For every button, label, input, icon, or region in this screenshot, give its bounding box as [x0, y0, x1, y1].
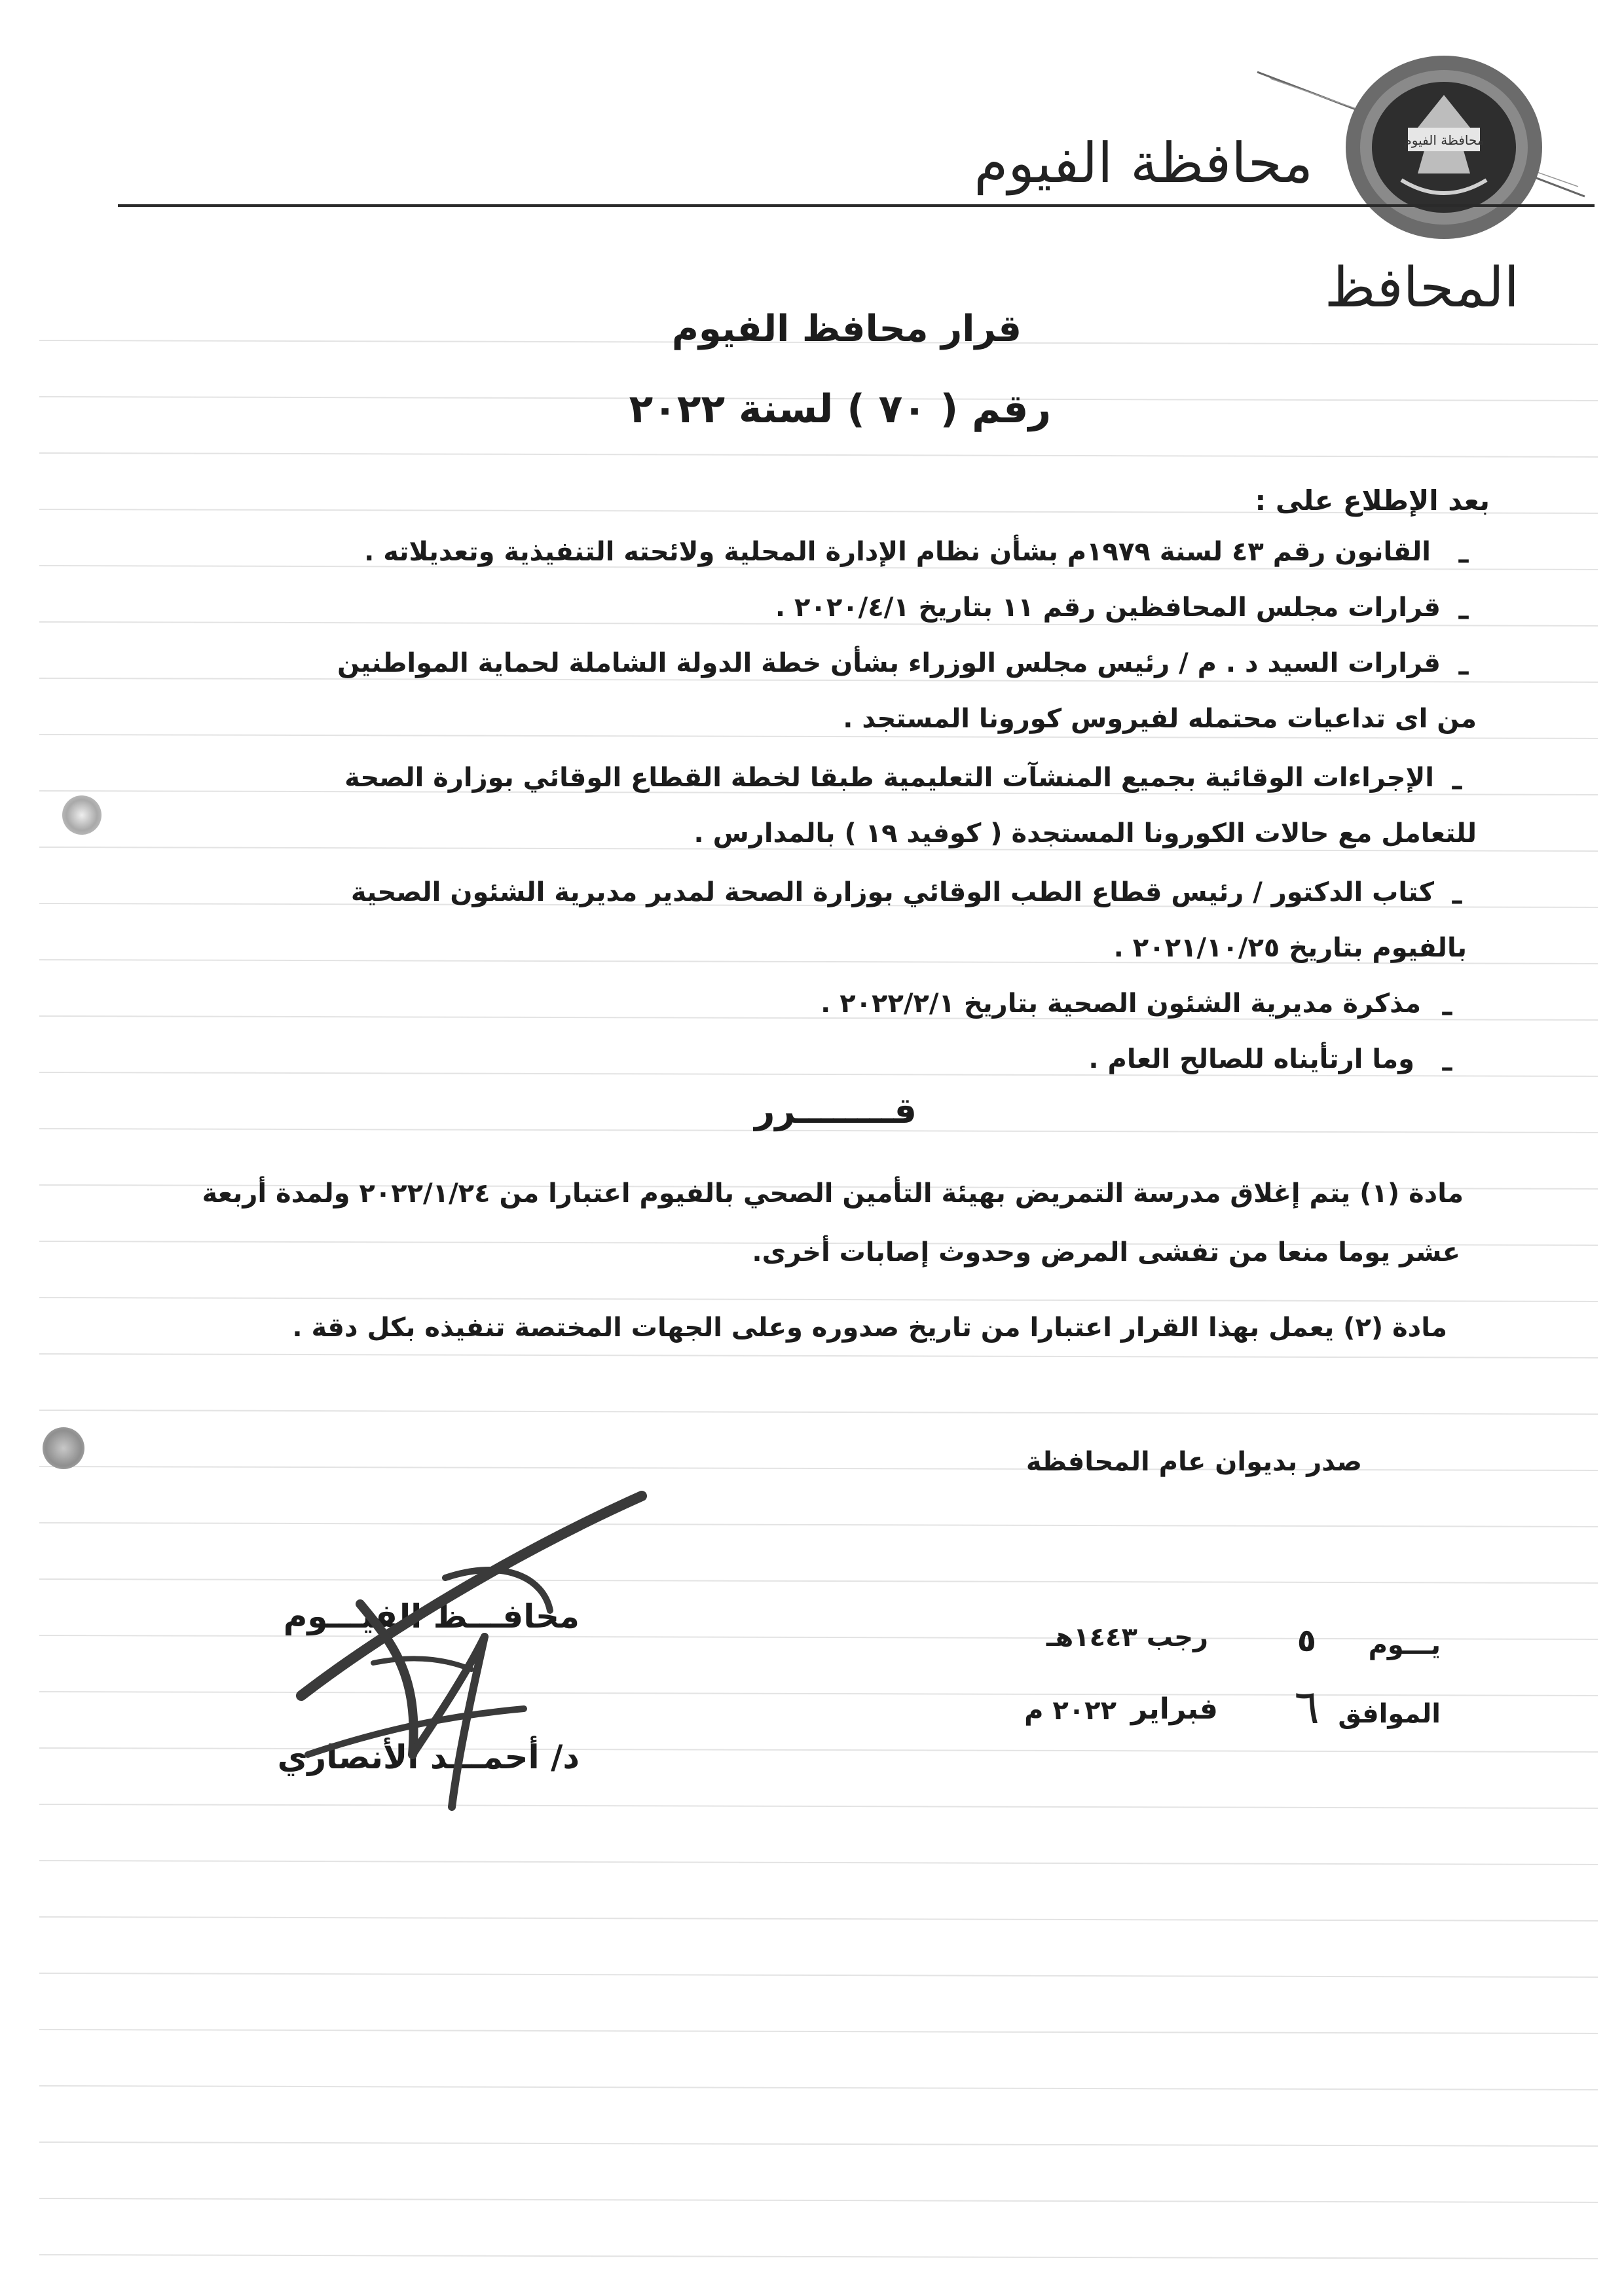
ruled-line [39, 1354, 1598, 1358]
ruled-line [39, 2086, 1598, 2090]
gregorian-month: فبراير [1130, 1692, 1218, 1726]
ruled-line [39, 1523, 1598, 1527]
bullet-dash: – [1457, 657, 1470, 687]
ruled-line [39, 1917, 1598, 1921]
bullet-dash: – [1457, 545, 1470, 575]
day-label: يـــوم [1368, 1630, 1441, 1660]
gregorian-year: ٢٠٢٢ م [1024, 1696, 1116, 1726]
ruled-line [39, 1410, 1598, 1414]
article-2: مادة (٢) يعمل بهذا القرار اعتبارا من تاريخ صدوره وعلى الجهات المختصة تنفيذه بكل دقة . [292, 1313, 1447, 1343]
preamble-item: الإجراءات الوقائية بجميع المنشآت التعليمية طبقا لخطة القطاع الوقائي بوزارة الصحة [344, 763, 1434, 793]
gregorian-day: ٦ [1294, 1679, 1320, 1734]
preamble-item-continued: بالفيوم بتاريخ ٢٠٢١/١٠/٢٥ . [1113, 933, 1467, 963]
preamble-item: قرارات السيد د . م / رئيس مجلس الوزراء بشأن خطة الدولة الشاملة لحماية المواطنين [337, 648, 1441, 678]
ruled-line [39, 1748, 1598, 1752]
article-1: مادة (١) يتم إغلاق مدرسة التمريض بهيئة التأمين الصحي بالفيوم اعتبارا من ٢٠٢٢/١/٢٤ ولمدة أربعة [202, 1178, 1464, 1209]
ruled-line [39, 1804, 1598, 1808]
preamble-item: قرارات مجلس المحافظين رقم ١١ بتاريخ ٢٠٢٠/٤/١ . [775, 592, 1441, 623]
preamble-item: وما ارتأيناه للصالح العام . [1088, 1044, 1414, 1074]
preamble-item: القانون رقم ٤٣ لسنة ١٩٧٩م بشأن نظام الإدارة المحلية ولائحته التنفيذية وتعديلاته . [364, 537, 1431, 567]
governorate-heading: محافظة الفيوم [974, 131, 1313, 195]
day-value: ٥ [1297, 1622, 1316, 1659]
header-rule [118, 204, 1595, 207]
ruled-line [39, 1973, 1598, 1977]
decree-title: قرار محافظ الفيوم [671, 308, 1022, 350]
ruled-line [39, 2255, 1598, 2259]
preamble-item-continued: من اى تداعيات محتمله لفيروس كورونا المستجد . [843, 704, 1477, 734]
punch-hole-mark [43, 1427, 84, 1469]
preamble-item: كتاب الدكتور / رئيس قطاع الطب الوقائي بوزارة الصحة لمدير مديرية الشئون الصحية [350, 877, 1434, 907]
handwritten-signature [288, 1480, 655, 1820]
issued-statement: صدر بديوان عام المحافظة [1025, 1447, 1362, 1477]
svg-text:محافظة الفيوم: محافظة الفيوم [1403, 132, 1485, 148]
ruled-line [39, 1467, 1598, 1470]
preamble-intro: بعد الإطلاع على : [1255, 484, 1490, 517]
decree-number: رقم ( ٧٠ ) لسنة ٢٠٢٢ [629, 386, 1051, 432]
ruled-line [39, 453, 1598, 457]
bullet-dash: – [1457, 601, 1470, 631]
bullet-dash: – [1441, 1053, 1454, 1083]
signatory-name: د/ أحمـــد الأنصاري [277, 1738, 580, 1776]
ruled-line [39, 2030, 1598, 2033]
governorate-seal-logo [1339, 49, 1549, 246]
ruled-line [39, 735, 1598, 738]
punch-hole-mark [62, 795, 101, 835]
office-heading: المحافظ [1324, 255, 1519, 319]
ruled-line [39, 1635, 1598, 1639]
bullet-dash: – [1450, 886, 1464, 916]
ruled-line [39, 1692, 1598, 1696]
ruled-line [39, 1579, 1598, 1583]
ruled-line [39, 1298, 1598, 1302]
hijri-date: رجب ١٤٤٣هـ [1046, 1622, 1208, 1652]
gregorian-label: الموافق [1338, 1699, 1441, 1729]
ruled-line [39, 2142, 1598, 2146]
signatory-title: محافـــظ الفيـــوم [283, 1597, 580, 1635]
ruled-line [39, 1861, 1598, 1865]
preamble-item-continued: للتعامل مع حالات الكورونا المستجدة ( كوفيد ١٩ ) بالمدارس . [693, 818, 1477, 848]
bullet-dash: – [1450, 771, 1464, 801]
decision-heading: قــــــــرر [754, 1090, 917, 1131]
ruled-line [39, 2198, 1598, 2202]
article-1-continued: عشر يوما منعا من تفشى المرض وحدوث إصابات أخرى. [752, 1237, 1460, 1267]
ruled-line [39, 678, 1598, 682]
bullet-dash: – [1441, 997, 1454, 1027]
preamble-item: مذكرة مديرية الشئون الصحية بتاريخ ٢٠٢٢/٢/١ . [821, 989, 1421, 1019]
